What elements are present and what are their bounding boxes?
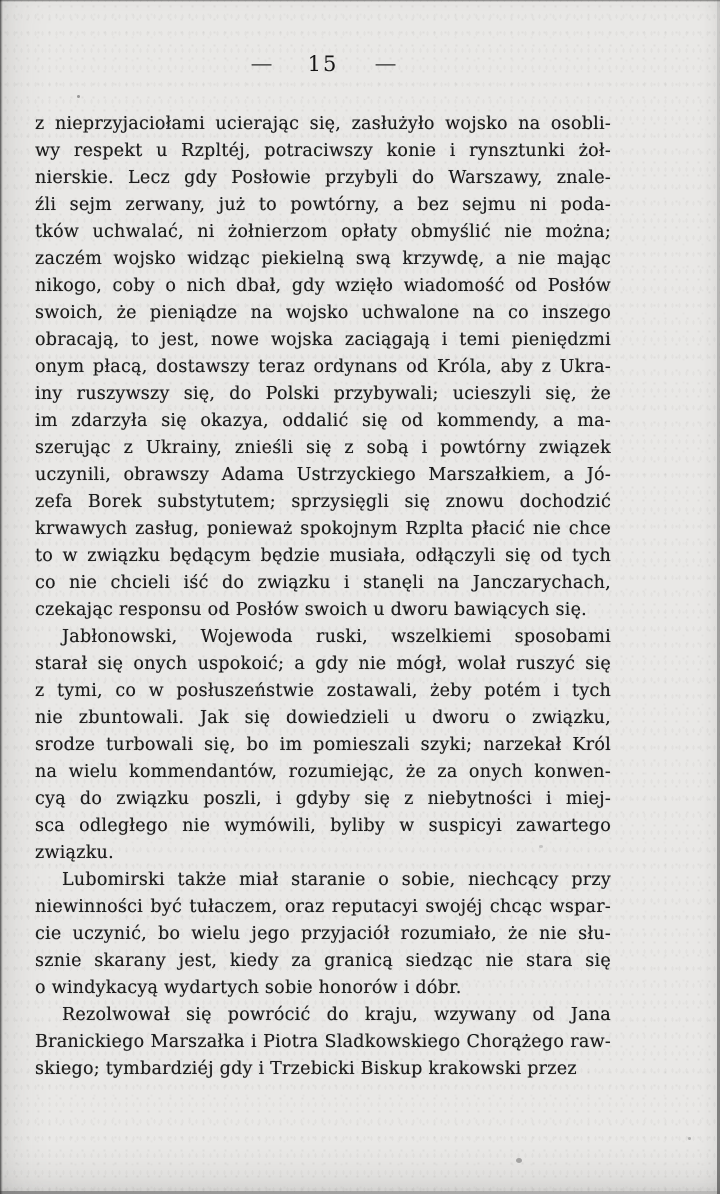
text-line: związku.	[35, 843, 114, 863]
page-number: 15	[307, 52, 339, 76]
text-line: to w związku będącym będzie musiała, odłączyli się od tych	[35, 546, 611, 566]
scan-edge-top	[0, 0, 720, 2]
text-line: co nie chcieli iść do związku i stanęli na Janczarychach,	[35, 573, 611, 593]
text-line: Jabłonowski, Wojewoda ruski, wszelkiemi sposobami	[62, 627, 611, 647]
text-line: srodze turbowali się, bo im pomieszali szyki; narzekał Król	[35, 735, 611, 755]
text-line: Lubomirski także miał staranie o sobie, niechcący przy	[62, 870, 611, 890]
text-line: starał się onych uspokoić; a gdy nie mógł, wolał ruszyć się	[35, 654, 611, 674]
text-line: czekając responsu od Posłów swoich u dworu bawiących się.	[35, 600, 587, 620]
text-line: swoich, że pieniądze na wojsko uchwalone na co inszego	[35, 303, 611, 323]
text-line: uczynili, obrawszy Adama Ustrzyckiego Marszałkiem, a Jó-	[35, 465, 611, 485]
text-line: Branickiego Marszałka i Piotra Sladkowskiego Chorążego raw-	[35, 1032, 611, 1052]
ink-speckle	[77, 95, 80, 98]
text-line: krwawych zasług, ponieważ spokojnym Rzplta płacić nie chce	[35, 519, 611, 539]
text-line: niewinności być tułaczem, oraz reputacyi swojéj chcąc wspar-	[35, 897, 611, 917]
text-line: iny ruszywszy się, do Polski przybywali; ucieszyli się, że	[35, 384, 611, 404]
text-line: z nieprzyjaciołami ucierając się, zasłużyło wojsko na osobli-	[35, 114, 611, 134]
text-line: szerując z Ukrainy, znieśli się z sobą i powtórny związek	[35, 438, 611, 458]
text-line: cie uczynić, bo wielu jego przyjaciół rozumiało, że nie słu-	[35, 924, 611, 944]
ink-speckle	[688, 1137, 691, 1140]
text-block	[35, 111, 611, 1083]
paragraph	[35, 1002, 611, 1083]
paragraph	[35, 867, 611, 1002]
text-line: zefa Borek substytutem; sprzysięgli się znowu dochodzić	[35, 492, 611, 512]
text-line: z tymi, co w posłuszeństwie zostawali, żeby potém i tych	[35, 681, 611, 701]
text-line: sca odległego nie wymówili, byliby w suspicyi zawartego	[35, 816, 611, 836]
text-line: skiego; tymbardziéj gdy i Trzebicki Biskup krakowski przez	[35, 1059, 577, 1079]
text-line: nie zbuntowali. Jak się dowiedzieli u dworu o związku,	[35, 708, 611, 728]
text-line: Rezolwował się powrócić do kraju, wzywany od Jana	[62, 1005, 611, 1025]
paragraph	[35, 111, 611, 624]
text-line: wy respekt u Rzpltéj, potraciwszy konie i rynsztunki żoł-	[35, 141, 611, 161]
text-line: tków uchwalać, ni żołnierzom opłaty obmyślić nie można;	[35, 222, 611, 242]
text-line: im zdarzyła się okazya, oddalić się od kommendy, a ma-	[35, 411, 611, 431]
page-header	[35, 50, 611, 78]
text-line: obracają, to jest, nowe wojska zaciągają i temi pieniędzmi	[35, 330, 611, 350]
text-line: nikogo, coby o nich dbał, gdy wzięło wiadomość od Posłów	[35, 276, 611, 296]
text-line: źli sejm zerwany, już to powtórny, a bez sejmu ni poda-	[35, 195, 611, 215]
text-line: zaczém wojsko widząc piekielną swą krzywdę, a nie mając	[35, 249, 611, 269]
paragraph	[35, 624, 611, 867]
ink-speckle	[516, 1158, 522, 1163]
header-dash-left: —	[250, 53, 271, 75]
text-line: na wielu kommendantów, rozumiejąc, że za onych konwen-	[35, 762, 611, 782]
text-line: o windykacyą wydartych sobie honorów i dóbr.	[35, 978, 462, 998]
text-line: sznie skarany jest, kiedy za granicą siedząc nie stara się	[35, 951, 611, 971]
text-line: cyą do związku poszli, i gdyby się z niebytności i miej-	[35, 789, 611, 809]
scan-edge-left	[0, 0, 3, 1194]
header-dash-right: —	[375, 53, 396, 75]
text-line: nierskie. Lecz gdy Posłowie przybyli do Warszawy, znale-	[35, 168, 611, 188]
text-line: onym płacą, dostawszy teraz ordynans od Króla, aby z Ukra-	[35, 357, 611, 377]
